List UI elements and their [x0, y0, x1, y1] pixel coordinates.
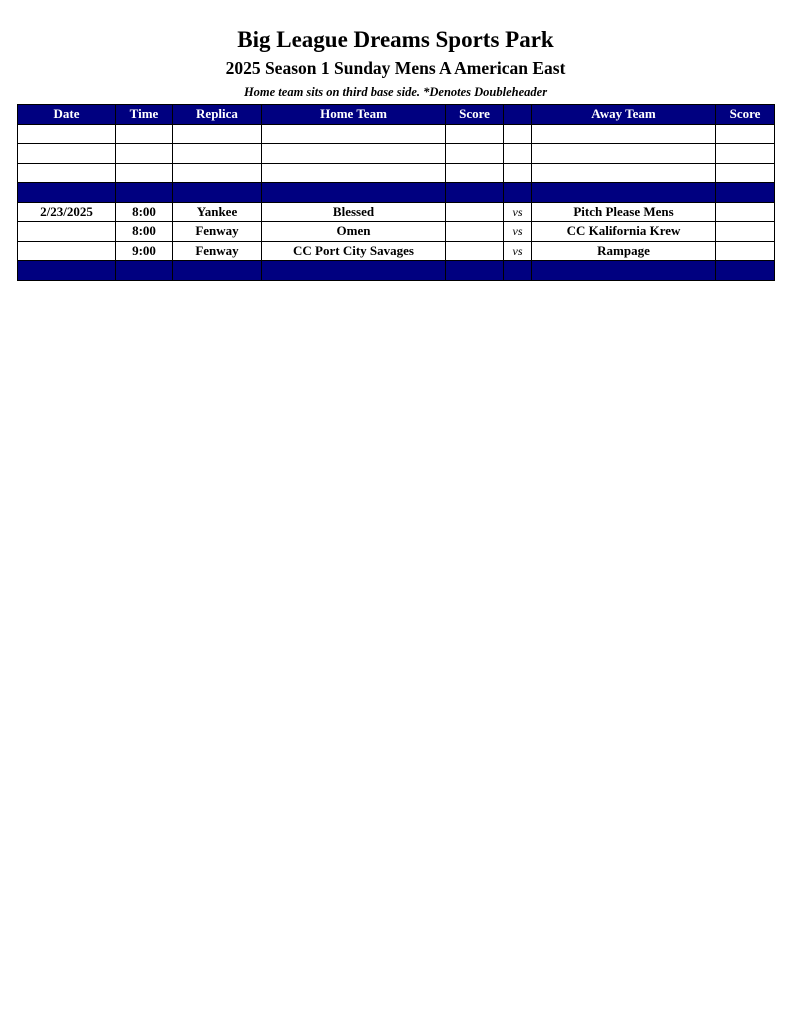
game-row	[18, 222, 775, 242]
game-date: 2/23/2025	[18, 202, 116, 222]
page-subtitle: 2025 Season 1 Sunday Mens A American East	[225, 58, 566, 78]
game-date	[18, 241, 116, 261]
away-team: CC Kalifornia Krew	[532, 222, 716, 242]
empty-row	[18, 124, 775, 144]
column-header-home-score: Score	[446, 105, 504, 125]
column-header-vs	[504, 105, 532, 125]
column-header-replica: Replica	[173, 105, 262, 125]
table-header-row	[18, 105, 775, 125]
versus-label: vs	[504, 202, 532, 222]
game-replica-field: Fenway	[173, 241, 262, 261]
schedule-table	[17, 104, 775, 281]
away-score	[716, 241, 775, 261]
column-header-home-team: Home Team	[262, 105, 446, 125]
separator-band	[18, 261, 775, 281]
game-time: 8:00	[116, 202, 173, 222]
versus-label: vs	[504, 241, 532, 261]
home-score	[446, 241, 504, 261]
column-header-away-score: Score	[716, 105, 775, 125]
home-score	[446, 202, 504, 222]
schedule-note: Home team sits on third base side. *Denotes Doubleheader	[243, 85, 548, 99]
column-header-date: Date	[18, 105, 116, 125]
game-time: 8:00	[116, 222, 173, 242]
empty-row	[18, 144, 775, 164]
game-date	[18, 222, 116, 242]
empty-row	[18, 163, 775, 183]
home-team: Blessed	[262, 202, 446, 222]
game-replica-field: Yankee	[173, 202, 262, 222]
game-time: 9:00	[116, 241, 173, 261]
away-score	[716, 222, 775, 242]
versus-label: vs	[504, 222, 532, 242]
column-header-away-team: Away Team	[532, 105, 716, 125]
away-team: Rampage	[532, 241, 716, 261]
home-team: Omen	[262, 222, 446, 242]
home-score	[446, 222, 504, 242]
separator-band	[18, 183, 775, 203]
home-team: CC Port City Savages	[262, 241, 446, 261]
game-row	[18, 202, 775, 222]
page-title: Big League Dreams Sports Park	[237, 27, 554, 52]
away-score	[716, 202, 775, 222]
game-replica-field: Fenway	[173, 222, 262, 242]
column-header-time: Time	[116, 105, 173, 125]
away-team: Pitch Please Mens	[532, 202, 716, 222]
game-row	[18, 241, 775, 261]
